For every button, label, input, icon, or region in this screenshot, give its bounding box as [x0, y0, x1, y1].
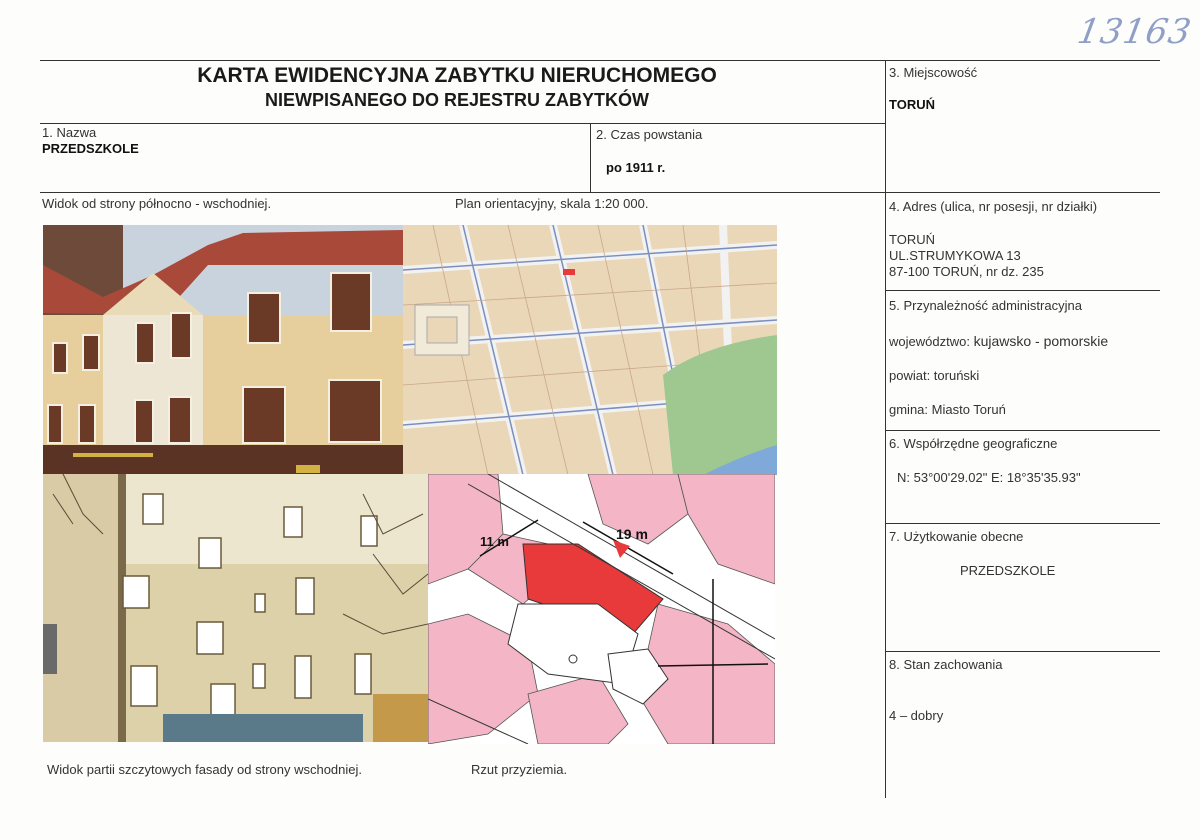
field1-field2-divider [590, 123, 591, 193]
field5-gmina: gmina: Miasto Toruń [889, 402, 1006, 417]
row-divider [40, 192, 1160, 193]
plan-dimension-top: 19 m [616, 526, 648, 542]
main-column-divider [885, 60, 886, 798]
field7-label: 7. Użytkowanie obecne [889, 529, 1024, 544]
field7-bottom [886, 651, 1160, 652]
orientation-map [403, 225, 777, 475]
header-divider [40, 123, 886, 124]
field3-value: TORUŃ [889, 97, 935, 112]
field1-label: 1. Nazwa [42, 125, 97, 140]
field4-label: 4. Adres (ulica, nr posesji, nr działki) [889, 199, 1098, 214]
card-title: KARTA EWIDENCYJNA ZABYTKU NIERUCHOMEGO [197, 64, 717, 87]
voivodeship-label: województwo: [889, 334, 970, 349]
field6-bottom [886, 523, 1160, 524]
caption-bottom-right: Rzut przyziemia. [471, 762, 568, 777]
field5-label: 5. Przynależność administracyjna [889, 298, 1082, 313]
archive-number-handwritten: 13163 [1074, 12, 1195, 52]
field2-value: po 1911 r. [606, 160, 666, 175]
field6-value: N: 53°00'29.02" E: 18°35'35.93" [897, 470, 1081, 485]
field8-label: 8. Stan zachowania [889, 657, 1003, 672]
ground-floor-plan [428, 474, 775, 744]
caption-top-left: Widok od strony północno - wschodniej. [42, 196, 272, 211]
field4-line3: 87-100 TORUŃ, nr dz. 235 [889, 264, 1044, 279]
field8-value: 4 – dobry [889, 708, 944, 723]
caption-top-right: Plan orientacyjny, skala 1:20 000. [455, 196, 649, 211]
card-subtitle: NIEWPISANEGO DO REJESTRU ZABYTKÓW [264, 90, 650, 110]
field5-bottom [886, 430, 1160, 431]
field6-label: 6. Współrzędne geograficzne [889, 436, 1058, 451]
field4-bottom [886, 290, 1160, 291]
caption-bottom-left: Widok partii szczytowych fasady od strony wschodniej. [47, 762, 363, 777]
plan-dimension-left: 11 m [480, 534, 509, 549]
voivodeship-value: kujawsko - pomorskie [973, 333, 1109, 349]
photo-east-facade [43, 474, 428, 742]
field3-label: 3. Miejscowość [889, 65, 978, 80]
field1-value: PRZEDSZKOLE [42, 141, 139, 156]
field4-line2: UL.STRUMYKOWA 13 [889, 248, 1021, 263]
field2-label: 2. Czas powstania [596, 127, 703, 142]
photo-northeast-view [43, 225, 403, 474]
field7-value: PRZEDSZKOLE [960, 563, 1056, 578]
field4-line1: TORUŃ [889, 232, 935, 247]
top-border [40, 60, 1160, 61]
field5-powiat: powiat: toruński [889, 368, 980, 383]
field5-voivodeship [889, 333, 1108, 349]
